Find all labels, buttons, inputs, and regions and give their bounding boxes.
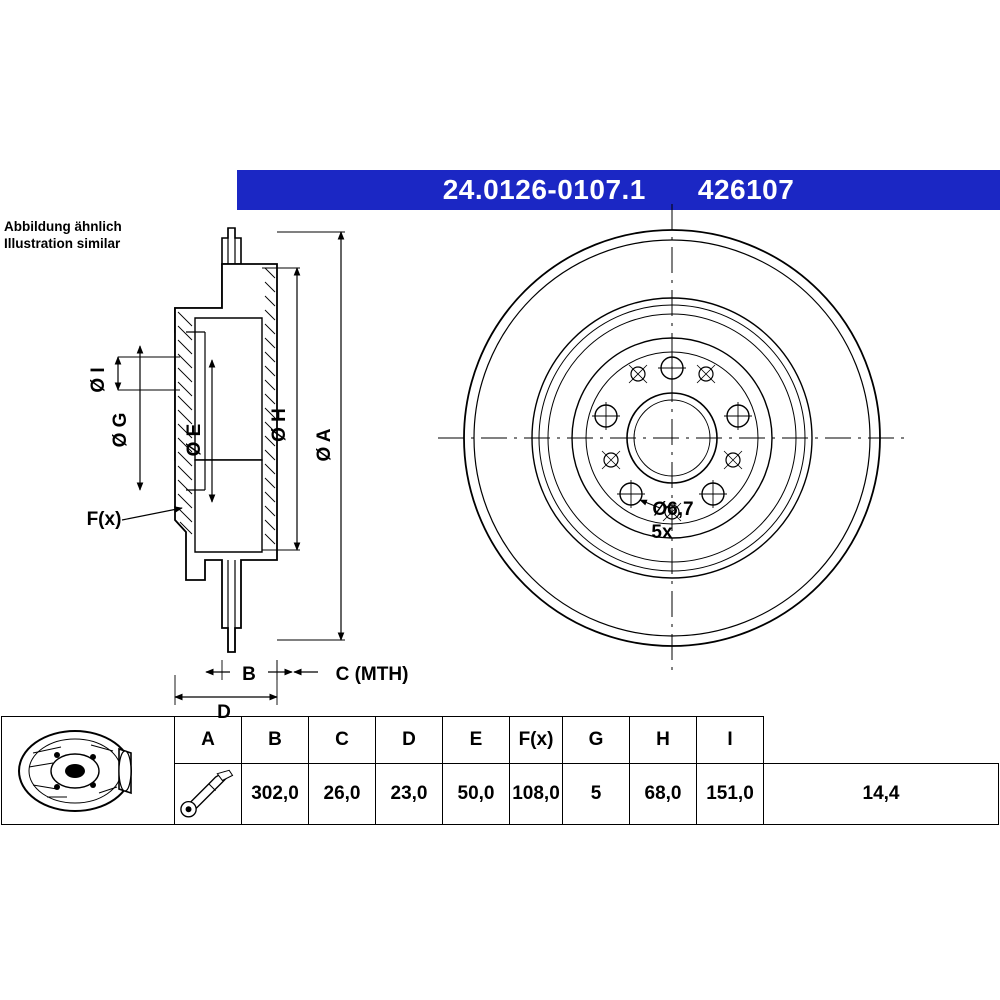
table-value-e: 108,0 [510,764,563,825]
tool-thumbnail-cell [175,764,242,825]
label-fx: F(x) [86,509,122,530]
table-header-fx: F(x) [510,717,563,764]
label-dia-i: Ø I [88,367,109,393]
label-dia-a: Ø A [314,428,335,462]
table-value-g: 68,0 [630,764,697,825]
label-b: B [242,664,256,685]
table-value-i: 14,4 [764,764,999,825]
label-c: C (MTH) [335,664,409,685]
table-value-fx: 5 [563,764,630,825]
table-header-e: E [443,717,510,764]
measuring-tool-icon [175,764,241,824]
brake-disc-icon [2,717,174,824]
table-header-g: G [563,717,630,764]
caption-line-de: Abbildung ähnlich [4,219,122,234]
table-header-h: H [630,717,697,764]
table-value-b: 26,0 [309,764,376,825]
table-value-d: 50,0 [443,764,510,825]
table-header-i: I [697,717,764,764]
spec-table [1,716,999,825]
part-number: 24.0126-0107.1 [442,174,646,205]
table-header-row [2,717,999,764]
reference-number: 426107 [697,174,795,205]
disc-face-view [438,204,906,672]
table-header-d: D [376,717,443,764]
label-hole-dia: Ø6,7 [652,499,694,520]
label-hole-count: 5x [651,522,673,543]
caption-line-en: Illustration similar [4,236,121,251]
table-header-c: C [309,717,376,764]
table-header-a: A [175,717,242,764]
table-value-h: 151,0 [697,764,764,825]
label-dia-h: Ø H [269,408,290,442]
table-value-a: 302,0 [242,764,309,825]
label-dia-e: Ø E [184,423,205,457]
disc-thumbnail-cell [2,717,175,825]
technical-drawing [0,160,1000,720]
table-header-b: B [242,717,309,764]
label-dia-g: Ø G [110,412,131,448]
label-d: D [217,702,231,720]
table-value-c: 23,0 [376,764,443,825]
